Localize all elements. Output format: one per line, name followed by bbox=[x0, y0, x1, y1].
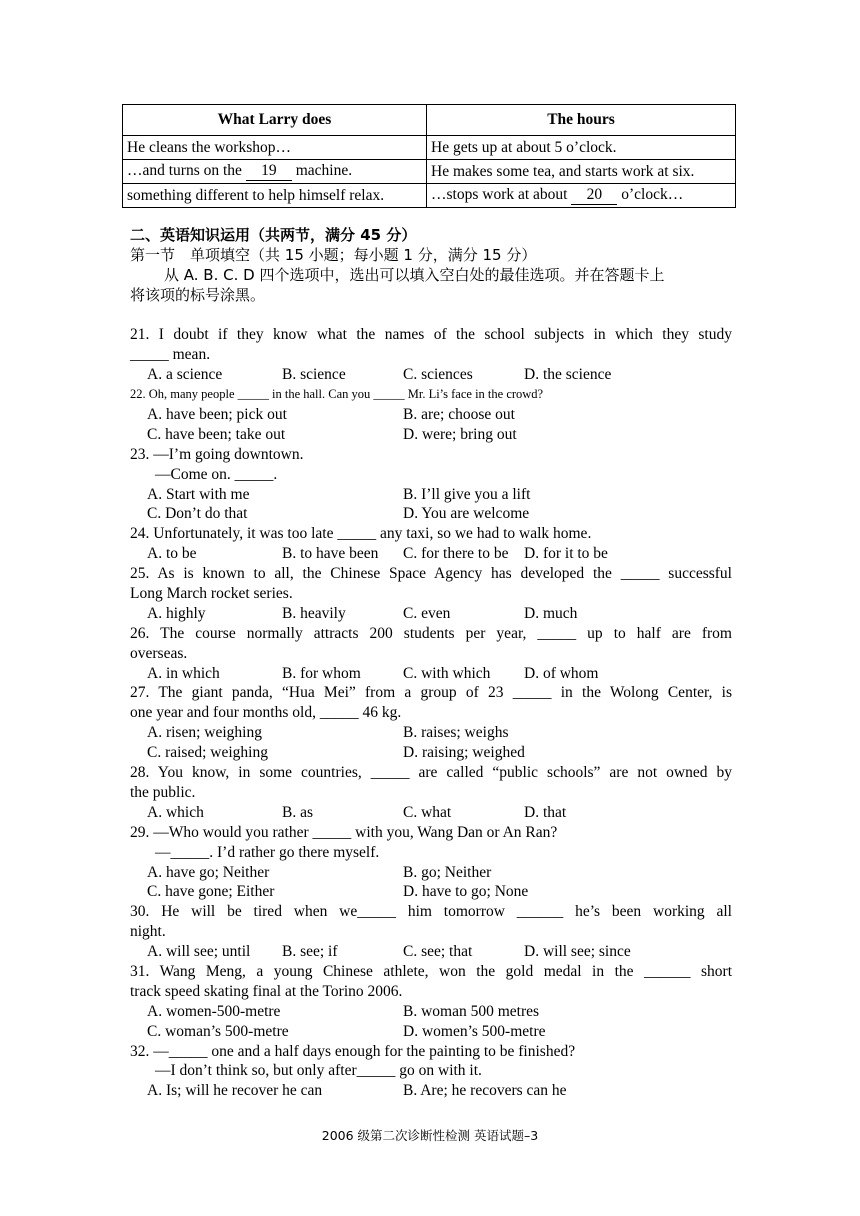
question-29: 29. —Who would you rather _____ with you, Wang Dan or An Ran? bbox=[130, 823, 558, 841]
option-d: D. raising; weighed bbox=[403, 744, 525, 762]
options-24 bbox=[130, 544, 732, 564]
question-28: 28. You know, in some countries, _____ are called “public schools” are not owned by bbox=[130, 764, 732, 782]
blank-20: 20 bbox=[571, 186, 617, 205]
option-a: A. highly bbox=[147, 604, 206, 622]
option-b: B. are; choose out bbox=[403, 406, 515, 424]
question-25-cont: Long March rocket series. bbox=[130, 585, 293, 603]
option-c: C. what bbox=[403, 803, 452, 821]
options-21 bbox=[130, 365, 732, 385]
cell-text: …and turns on the bbox=[127, 162, 246, 179]
question-21: 21. I doubt if they know what the names of the school subjects in which they study bbox=[130, 326, 732, 344]
options-23 bbox=[130, 504, 732, 524]
option-b: B. I’ll give you a lift bbox=[403, 485, 531, 503]
question-24: 24. Unfortunately, it was too late _____ any taxi, so we had to walk home. bbox=[130, 525, 592, 543]
option-c: C. raised; weighing bbox=[147, 744, 268, 762]
instruction-line: 将该项的标号涂黑。 bbox=[130, 285, 266, 304]
option-b: B. Are; he recovers can he bbox=[403, 1082, 567, 1100]
question-28-cont: the public. bbox=[130, 783, 196, 801]
cell-text: o’clock… bbox=[617, 186, 684, 203]
option-a: A. Start with me bbox=[147, 485, 250, 503]
option-b: B. heavily bbox=[282, 604, 346, 622]
table-cell bbox=[123, 160, 427, 184]
question-23-cont: —Come on. _____. bbox=[155, 465, 278, 483]
question-26-cont: overseas. bbox=[130, 644, 188, 662]
option-d: D. You are welcome bbox=[403, 505, 530, 523]
option-c: C. sciences bbox=[403, 366, 473, 384]
option-b: B. go; Neither bbox=[403, 863, 492, 881]
option-d: D. for it to be bbox=[524, 545, 608, 563]
option-c: C. with which bbox=[403, 664, 491, 682]
option-c: C. have been; take out bbox=[147, 425, 286, 443]
option-a: A. women-500-metre bbox=[147, 1002, 281, 1020]
option-b: B. woman 500 metres bbox=[403, 1002, 540, 1020]
section-title: 二、英语知识运用（共两节，满分 45 分） bbox=[130, 226, 417, 244]
option-d: D. much bbox=[524, 604, 578, 622]
option-a: A. which bbox=[147, 803, 204, 821]
options-30 bbox=[130, 942, 732, 962]
options-22 bbox=[130, 425, 732, 445]
options-28 bbox=[130, 803, 732, 823]
options-32 bbox=[130, 1081, 732, 1101]
option-a: A. will see; until bbox=[147, 943, 251, 961]
question-26: 26. The course normally attracts 200 students per year, _____ up to half are from bbox=[130, 624, 732, 642]
option-c: C. woman’s 500-metre bbox=[147, 1022, 289, 1040]
option-b: B. see; if bbox=[282, 943, 338, 961]
page-footer: 2006 级第二次诊断性检测 英语试题–3 bbox=[321, 1128, 539, 1143]
table-row bbox=[123, 184, 736, 208]
option-d: D. that bbox=[524, 803, 567, 821]
option-d: D. women’s 500-metre bbox=[403, 1022, 546, 1040]
table-row bbox=[123, 136, 736, 160]
cell-text: …stops work at about bbox=[431, 186, 572, 203]
option-d: D. of whom bbox=[524, 664, 599, 682]
question-29-cont: —_____. I’d rather go there myself. bbox=[155, 843, 380, 861]
options-22 bbox=[130, 405, 732, 425]
question-27-cont: one year and four months old, _____ 46 kg. bbox=[130, 704, 402, 722]
question-30: 30. He will be tired when we_____ him tomorrow ______ he’s been working all bbox=[130, 903, 732, 921]
options-31 bbox=[130, 1002, 732, 1022]
option-a: A. Is; will he recover he can bbox=[147, 1082, 323, 1100]
option-a: A. risen; weighing bbox=[147, 724, 262, 742]
option-b: B. as bbox=[282, 803, 313, 821]
options-31 bbox=[130, 1022, 732, 1042]
options-26 bbox=[130, 664, 732, 684]
option-d: D. the science bbox=[524, 366, 612, 384]
table-header: What Larry does bbox=[123, 105, 427, 136]
options-25 bbox=[130, 604, 732, 624]
instruction-line: 从 A. B. C. D 四个选项中，选出可以填入空白处的最佳选项。并在答题卡上 bbox=[164, 265, 665, 284]
question-21-cont: _____ mean. bbox=[130, 346, 211, 364]
option-b: B. science bbox=[282, 366, 346, 384]
question-27: 27. The giant panda, “Hua Mei” from a group of 23 _____ in the Wolong Center, is bbox=[130, 684, 732, 702]
option-a: A. have been; pick out bbox=[147, 406, 287, 424]
option-a: A. in which bbox=[147, 664, 220, 682]
question-31: 31. Wang Meng, a young Chinese athlete, won the gold medal in the ______ short bbox=[130, 962, 732, 980]
question-32-cont: —I don’t think so, but only after_____ go on with it. bbox=[155, 1062, 482, 1080]
option-b: B. to have been bbox=[282, 545, 379, 563]
option-c: C. Don’t do that bbox=[147, 505, 248, 523]
subsection-title: 第一节 单项填空（共 15 小题；每小题 1 分，满分 15 分） bbox=[130, 245, 537, 264]
table-header-row bbox=[123, 105, 736, 136]
table-cell: He gets up at about 5 o’clock. bbox=[427, 136, 736, 160]
option-c: C. even bbox=[403, 604, 451, 622]
schedule-table bbox=[122, 104, 736, 208]
option-b: B. raises; weighs bbox=[403, 724, 509, 742]
table-cell: something different to help himself relax. bbox=[123, 184, 427, 208]
table-row bbox=[123, 160, 736, 184]
option-b: B. for whom bbox=[282, 664, 361, 682]
question-25: 25. As is known to all, the Chinese Space Agency has developed the _____ successful bbox=[130, 565, 732, 583]
option-a: A. to be bbox=[147, 545, 197, 563]
question-22: 22. Oh, many people _____ in the hall. Can you _____ Mr. Li’s face in the crowd? bbox=[130, 387, 544, 402]
option-d: D. were; bring out bbox=[403, 425, 517, 443]
options-27 bbox=[130, 743, 732, 763]
blank-19: 19 bbox=[246, 162, 292, 181]
option-c: C. for there to be bbox=[403, 545, 509, 563]
question-23: 23. —I’m going downtown. bbox=[130, 445, 304, 463]
option-c: C. see; that bbox=[403, 943, 473, 961]
options-29 bbox=[130, 882, 732, 902]
option-d: D. will see; since bbox=[524, 943, 631, 961]
options-29 bbox=[130, 863, 732, 883]
table-header: The hours bbox=[427, 105, 736, 136]
table-cell: He cleans the workshop… bbox=[123, 136, 427, 160]
table-cell bbox=[427, 184, 736, 208]
question-body bbox=[130, 226, 732, 1101]
question-32: 32. —_____ one and a half days enough for the painting to be finished? bbox=[130, 1042, 576, 1060]
options-27 bbox=[130, 723, 732, 743]
options-23 bbox=[130, 485, 732, 505]
cell-text: machine. bbox=[291, 162, 353, 179]
table-cell: He makes some tea, and starts work at six. bbox=[427, 160, 736, 184]
option-a: A. have go; Neither bbox=[147, 863, 270, 881]
option-d: D. have to go; None bbox=[403, 883, 529, 901]
question-30-cont: night. bbox=[130, 923, 166, 941]
option-a: A. a science bbox=[147, 366, 223, 384]
question-31-cont: track speed skating final at the Torino 2006. bbox=[130, 982, 403, 1000]
option-c: C. have gone; Either bbox=[147, 883, 275, 901]
